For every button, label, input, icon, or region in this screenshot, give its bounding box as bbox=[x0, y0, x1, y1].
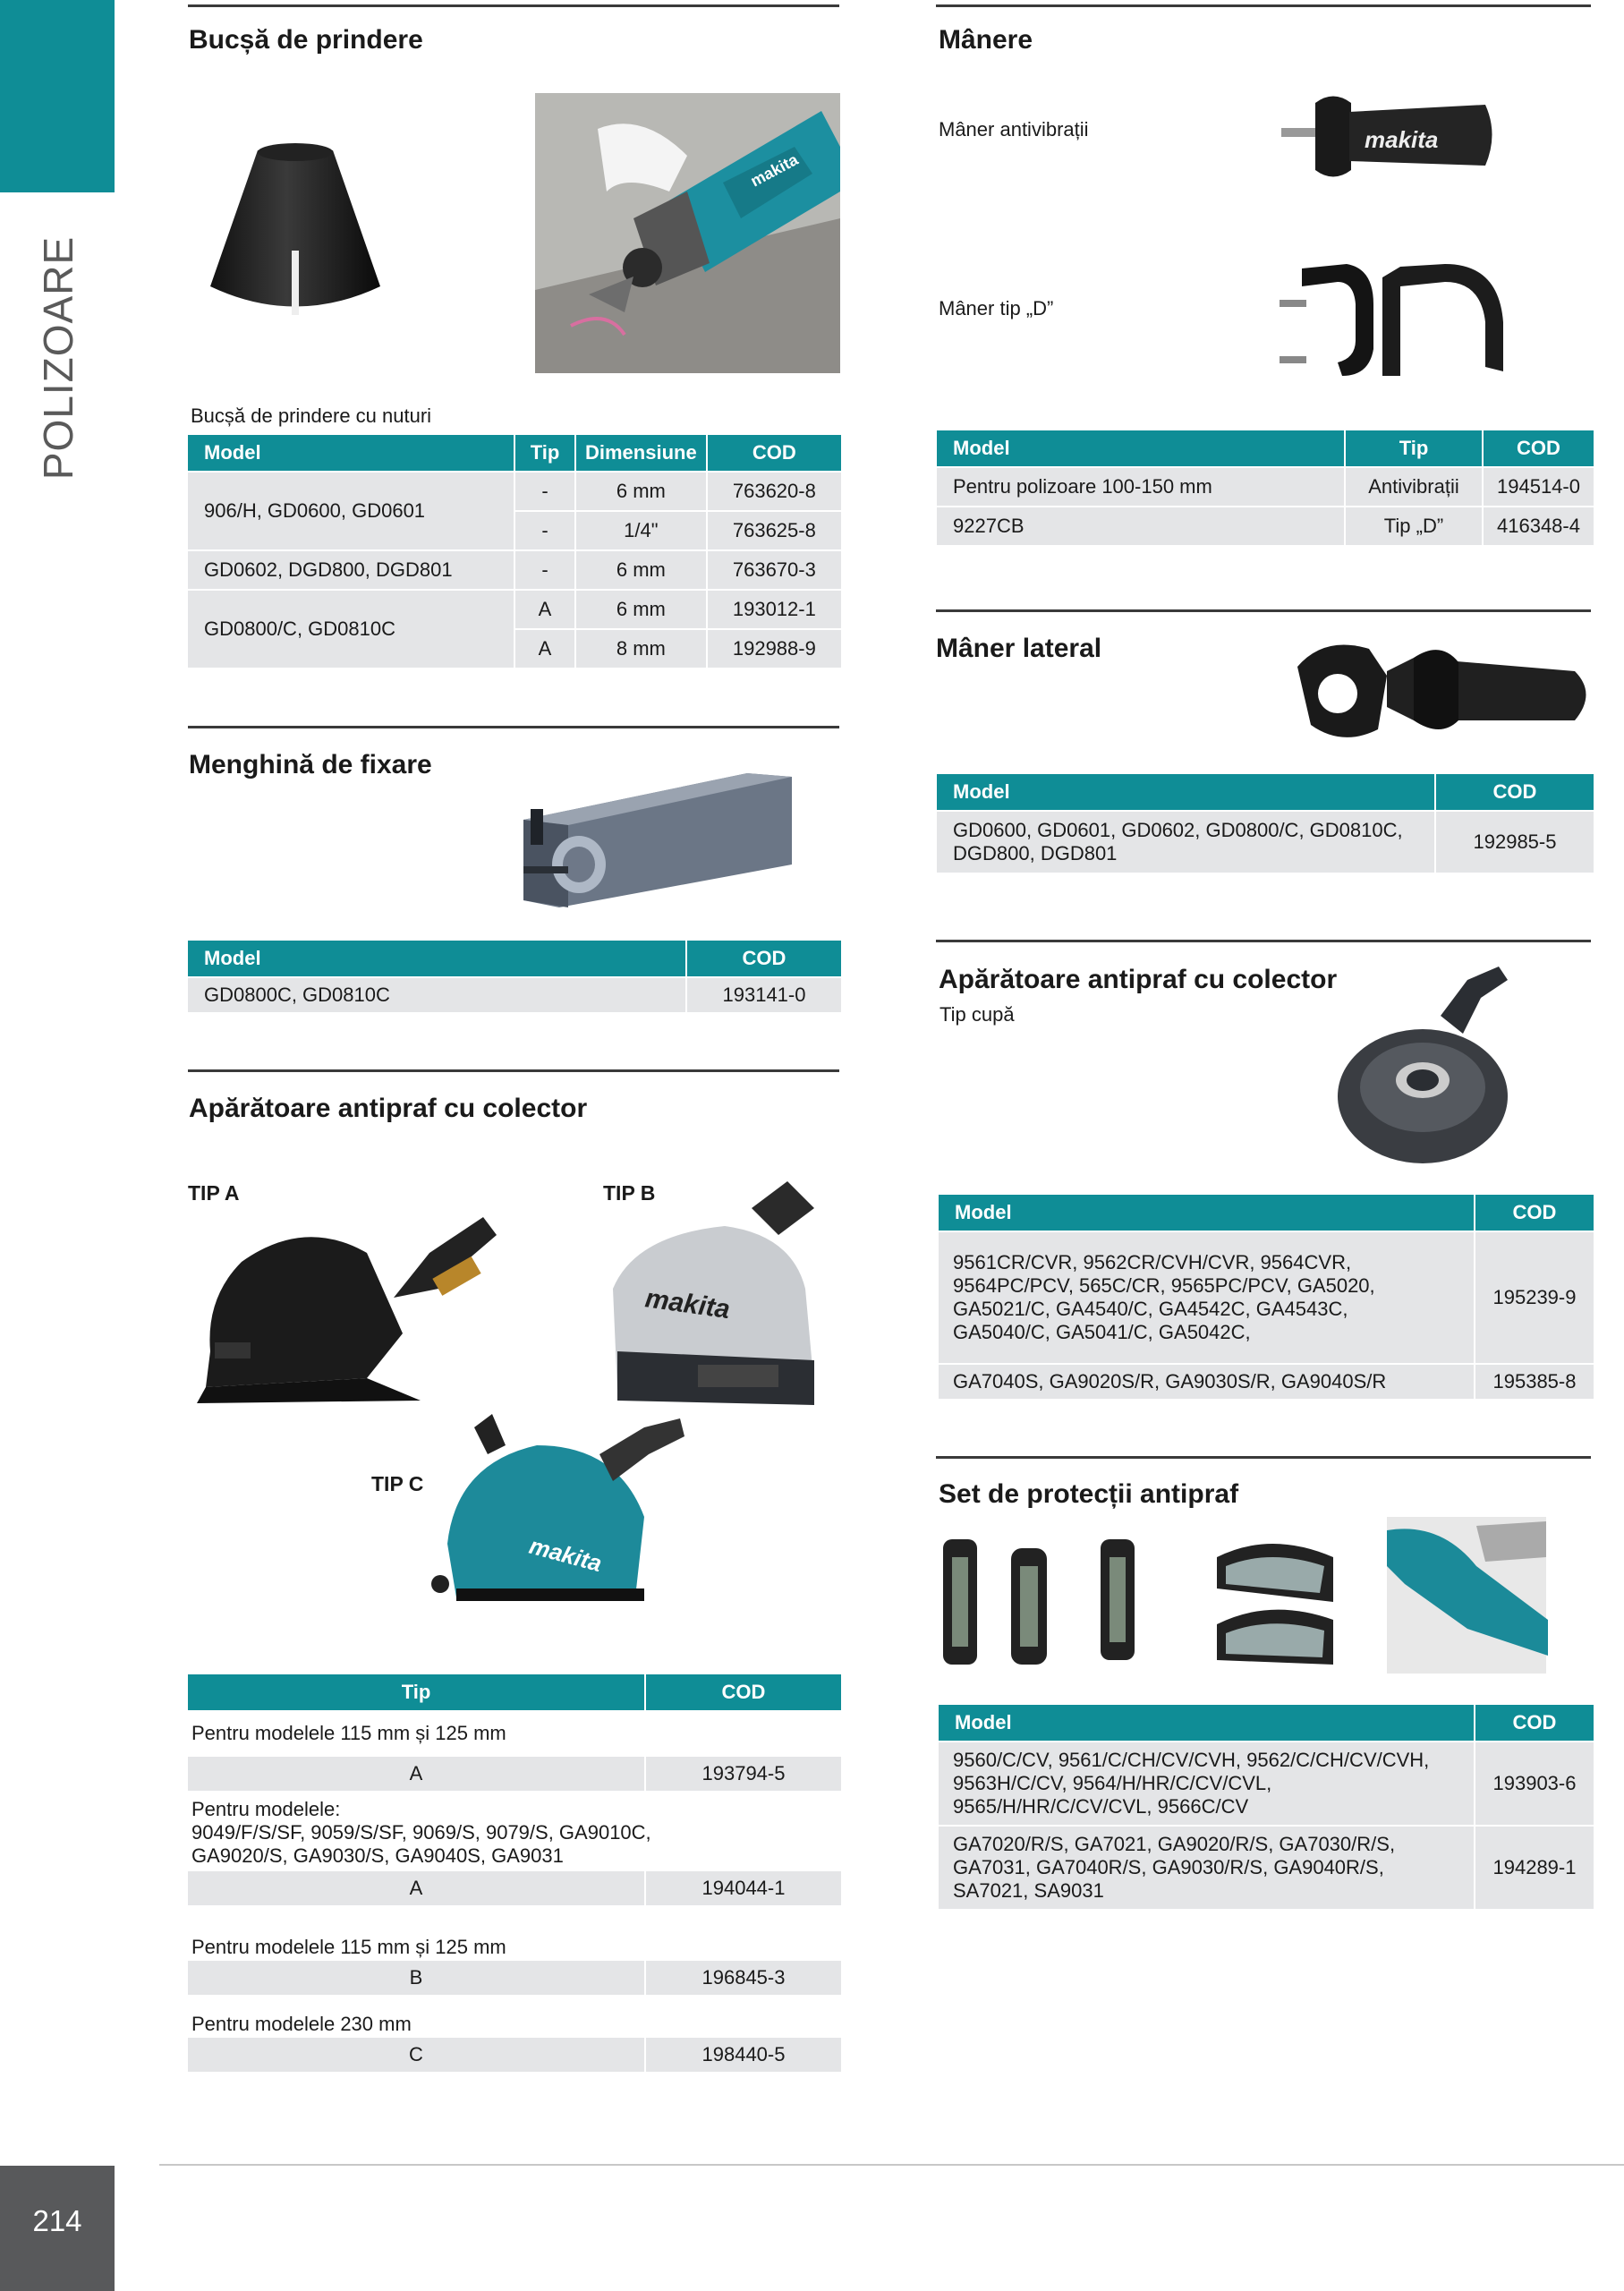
brand-logo: makita bbox=[1365, 126, 1439, 153]
col-header: COD bbox=[687, 941, 841, 976]
cell-cod: 193141-0 bbox=[687, 978, 841, 1012]
cell-cod: 193903-6 bbox=[1475, 1742, 1594, 1825]
bucsa-caption: Bucșă de prindere cu nuturi bbox=[191, 405, 432, 427]
cell-model: Pentru polizoare 100-150 mm bbox=[937, 468, 1344, 506]
col-header: COD bbox=[1475, 1705, 1594, 1741]
set-protectii-title: Set de protecții antipraf bbox=[939, 1479, 1239, 1509]
menghina-title: Menghină de fixare bbox=[189, 750, 432, 779]
maner-tip-d-label: Mâner tip „D” bbox=[939, 297, 1054, 319]
cell-model: 9560/C/CV, 9561/C/CH/CV/CVH, 9562/C/CH/CV/CVH, 9563H/C/CV, 9564/H/HR/C/CV/CVL, 9565/H/HR/C/CV/CVL, 9566C/CV bbox=[939, 1742, 1474, 1825]
cell-tip: A bbox=[515, 630, 574, 668]
cell-cod: 194514-0 bbox=[1484, 468, 1594, 506]
section-rule bbox=[936, 4, 1591, 7]
group-caption: Pentru modelele: 9049/F/S/SF, 9059/S/SF, 9069/S, 9079/S, GA9010C, GA9020/S, GA9030/S, GA9040S, GA9031 bbox=[188, 1793, 841, 1869]
col-header: COD bbox=[1436, 774, 1594, 810]
cell-dim: 6 mm bbox=[576, 551, 706, 589]
cell-tip: A bbox=[515, 591, 574, 628]
section-label: POLIZOARE bbox=[35, 235, 81, 481]
cell-tip: B bbox=[188, 1961, 644, 1995]
brand-logo: makita bbox=[526, 1531, 605, 1578]
cell-tip: C bbox=[188, 2038, 644, 2072]
cell-cod: 193794-5 bbox=[646, 1757, 841, 1791]
col-header: COD bbox=[708, 435, 841, 471]
cell-cod: 195239-9 bbox=[1475, 1232, 1594, 1363]
cell-model: 9227CB bbox=[937, 507, 1344, 545]
col-header: Model bbox=[937, 430, 1344, 466]
table-row bbox=[939, 1365, 1594, 1399]
cell-model: GD0602, DGD800, DGD801 bbox=[188, 551, 514, 589]
cell-cod: 192985-5 bbox=[1436, 812, 1594, 873]
cell-cod: 763670-3 bbox=[708, 551, 841, 589]
aparatoare-right-table bbox=[937, 1193, 1595, 1401]
d-handle-image bbox=[1275, 251, 1521, 385]
bucsa-table bbox=[186, 433, 843, 669]
col-header: COD bbox=[646, 1674, 841, 1710]
cell-model: GD0800C, GD0810C bbox=[188, 978, 685, 1012]
col-header: Model bbox=[937, 774, 1434, 810]
aparatoare-right-title: Apărătoare antipraf cu colector bbox=[939, 965, 1338, 994]
col-header: COD bbox=[1484, 430, 1594, 466]
vise-image bbox=[506, 766, 792, 909]
cell-dim: 8 mm bbox=[576, 630, 706, 668]
table-row bbox=[188, 551, 841, 589]
cell-cod: 763625-8 bbox=[708, 512, 841, 549]
menghina-table bbox=[186, 939, 843, 1014]
footer-divider bbox=[159, 2164, 1624, 2166]
side-handle-image bbox=[1288, 622, 1593, 752]
cell-tip: - bbox=[515, 512, 574, 549]
table-row bbox=[188, 591, 841, 628]
cell-model: GD0600, GD0601, GD0602, GD0800/C, GD0810C, DGD800, DGD801 bbox=[937, 812, 1434, 873]
section-rule bbox=[936, 1456, 1591, 1459]
cell-model: GA7040S, GA9020S/R, GA9030S/R, GA9040S/R bbox=[939, 1365, 1474, 1399]
section-rule bbox=[188, 4, 839, 7]
table-row bbox=[188, 1961, 841, 1995]
cell-dim: 6 mm bbox=[576, 473, 706, 510]
col-header: Tip bbox=[1346, 430, 1482, 466]
cell-model: 906/H, GD0600, GD0601 bbox=[188, 473, 514, 549]
manere-table bbox=[935, 429, 1595, 547]
aparatoare-left-table bbox=[186, 1673, 843, 2074]
antivibration-handle-image bbox=[1280, 85, 1499, 188]
cell-cod: 193012-1 bbox=[708, 591, 841, 628]
group-caption: Pentru modelele 115 mm și 125 mm bbox=[188, 1907, 841, 1959]
cell-cod: 416348-4 bbox=[1484, 507, 1594, 545]
cell-model: GA7020/R/S, GA7021, GA9020/R/S, GA7030/R/S, GA7031, GA7040R/S, GA9030/R/S, GA9040R/S, SA7021, SA9031 bbox=[939, 1827, 1474, 1909]
cup-guard-image bbox=[1333, 962, 1512, 1172]
cell-cod: 196845-3 bbox=[646, 1961, 841, 1995]
tip-a-label: TIP A bbox=[188, 1181, 240, 1205]
sidebar-accent bbox=[0, 0, 115, 192]
set-protectii-table bbox=[937, 1703, 1595, 1911]
brand-logo: makita bbox=[747, 150, 802, 191]
col-header: Model bbox=[188, 435, 514, 471]
cell-dim: 6 mm bbox=[576, 591, 706, 628]
cell-dim: 1/4" bbox=[576, 512, 706, 549]
guard-tip-b-image bbox=[599, 1172, 841, 1418]
table-row bbox=[939, 1827, 1594, 1909]
section-rule bbox=[188, 726, 839, 728]
page-number: 214 bbox=[32, 2204, 82, 2237]
cell-cod: 192988-9 bbox=[708, 630, 841, 668]
cell-model: GD0800/C, GD0810C bbox=[188, 591, 514, 668]
section-rule bbox=[936, 940, 1591, 942]
dust-protection-set-image bbox=[940, 1512, 1548, 1678]
table-row bbox=[937, 468, 1594, 506]
table-row bbox=[937, 812, 1594, 873]
table-row bbox=[188, 473, 841, 510]
maner-antivibratii-label: Mâner antivibrații bbox=[939, 118, 1089, 141]
table-row bbox=[188, 1757, 841, 1791]
table-row bbox=[939, 1232, 1594, 1363]
cell-tip: Antivibrații bbox=[1346, 468, 1482, 506]
tip-c-label: TIP C bbox=[371, 1472, 424, 1495]
group-caption: Pentru modelele 230 mm bbox=[188, 1997, 841, 2036]
cell-cod: 195385-8 bbox=[1475, 1365, 1594, 1399]
cell-cod: 194289-1 bbox=[1475, 1827, 1594, 1909]
table-row bbox=[188, 1871, 841, 1905]
maner-lateral-table bbox=[935, 772, 1595, 874]
cell-tip: A bbox=[188, 1757, 644, 1791]
cell-tip: - bbox=[515, 473, 574, 510]
group-caption: Pentru modelele 115 mm și 125 mm bbox=[188, 1712, 841, 1755]
cell-tip: Tip „D” bbox=[1346, 507, 1482, 545]
maner-lateral-title: Mâner lateral bbox=[936, 634, 1102, 663]
aparatoare-left-title: Apărătoare antipraf cu colector bbox=[189, 1094, 588, 1123]
manere-title: Mânere bbox=[939, 25, 1033, 55]
section-rule bbox=[936, 609, 1591, 612]
grinder-photo bbox=[535, 93, 840, 373]
tip-b-label: TIP B bbox=[603, 1181, 656, 1205]
col-header: Tip bbox=[515, 435, 574, 471]
cell-model: 9561CR/CVR, 9562CR/CVH/CVR, 9564CVR, 9564PC/PCV, 565C/CR, 9565PC/PCV, GA5020, GA5021/C, GA4540/C, GA4542C, GA4543C, GA5040/C, GA5041/C, GA5042C, bbox=[939, 1232, 1474, 1363]
section-rule bbox=[188, 1069, 839, 1072]
cell-cod: 763620-8 bbox=[708, 473, 841, 510]
col-header: COD bbox=[1475, 1195, 1594, 1231]
cell-cod: 194044-1 bbox=[646, 1871, 841, 1905]
bucsa-title: Bucșă de prindere bbox=[189, 25, 423, 55]
guard-tip-a-image bbox=[188, 1199, 501, 1405]
page-number-box bbox=[0, 2166, 115, 2291]
table-row bbox=[937, 507, 1594, 545]
col-header: Dimensiune bbox=[576, 435, 706, 471]
col-header: Tip bbox=[188, 1674, 644, 1710]
guard-tip-c-image bbox=[421, 1410, 689, 1615]
cell-cod: 198440-5 bbox=[646, 2038, 841, 2072]
col-header: Model bbox=[188, 941, 685, 976]
table-row bbox=[939, 1742, 1594, 1825]
brand-logo: makita bbox=[643, 1283, 732, 1325]
cell-tip: - bbox=[515, 551, 574, 589]
col-header: Model bbox=[939, 1195, 1474, 1231]
table-row bbox=[188, 978, 841, 1012]
aparatoare-right-subtitle: Tip cupă bbox=[940, 1003, 1015, 1026]
table-row bbox=[188, 2038, 841, 2072]
cell-tip: A bbox=[188, 1871, 644, 1905]
collet-image bbox=[206, 134, 385, 331]
col-header: Model bbox=[939, 1705, 1474, 1741]
